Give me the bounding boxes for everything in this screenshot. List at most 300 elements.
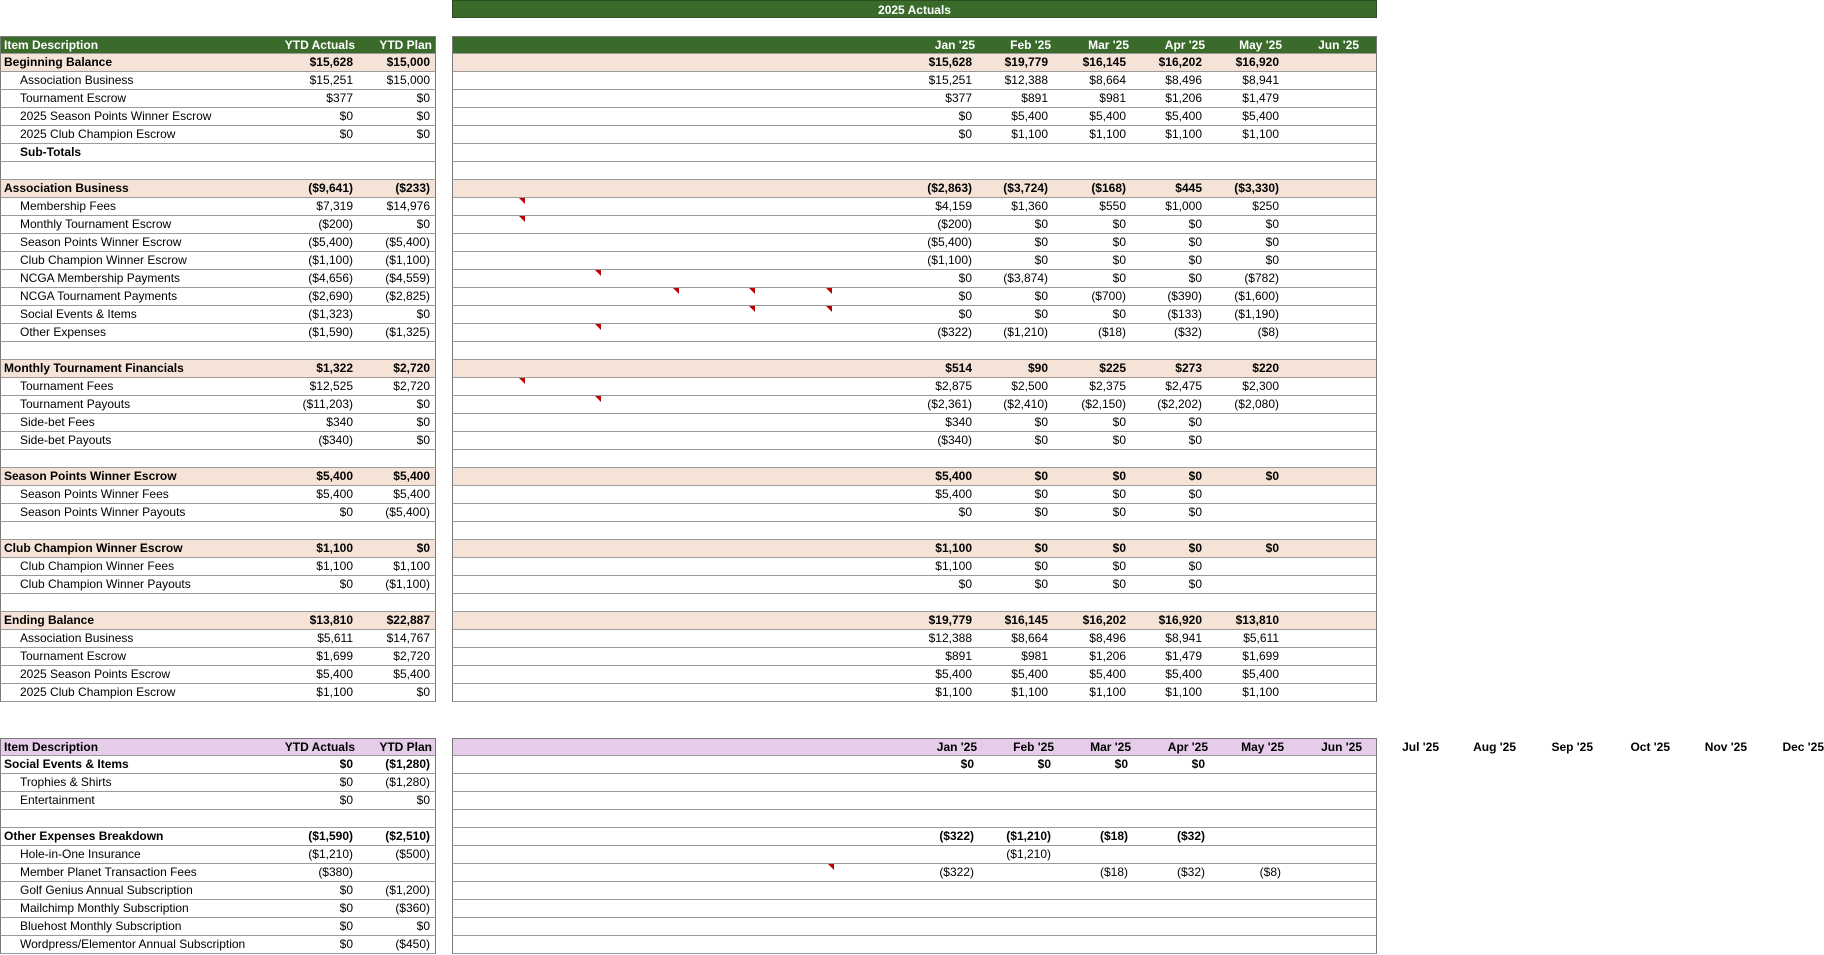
item-label: Club Champion Winner Fees	[20, 559, 175, 573]
table1-row-desc[interactable]	[0, 396, 436, 414]
month-value-2: $16,145	[1082, 55, 1126, 69]
table1-row-desc[interactable]	[0, 108, 436, 126]
header-ytd-actuals-label: YTD Actuals	[284, 38, 355, 52]
month-value-1: $0	[1034, 415, 1048, 429]
month-value-3: $16,920	[1158, 613, 1202, 627]
ytd-plan-value: ($1,100)	[385, 577, 430, 591]
month-value-1: $1,100	[1011, 685, 1048, 699]
ytd-actuals-value: ($5,400)	[308, 235, 353, 249]
month-value-3: ($133)	[1167, 307, 1202, 321]
ytd-plan-value: $0	[416, 217, 430, 231]
table1-row-months[interactable]	[452, 414, 1377, 432]
ytd-plan-value: $0	[416, 541, 430, 555]
month-value-0: ($2,863)	[927, 181, 972, 195]
table1-row-months[interactable]	[452, 522, 1377, 540]
ytd-plan-value: ($1,280)	[385, 757, 430, 771]
ytd-plan-value: $2,720	[393, 361, 430, 375]
table1-row-desc[interactable]	[0, 450, 436, 468]
ytd-actuals-value: $13,810	[309, 613, 353, 627]
table1-row-months[interactable]	[452, 648, 1377, 666]
ytd-plan-value: ($1,280)	[385, 775, 430, 789]
month-value-1: ($3,724)	[1003, 181, 1048, 195]
item-label: Monthly Tournament Escrow	[20, 217, 172, 231]
table1-row-months[interactable]	[452, 342, 1377, 360]
table1-row-desc[interactable]	[0, 630, 436, 648]
table1-row-months[interactable]	[452, 126, 1377, 144]
ytd-plan-value: $0	[416, 793, 430, 807]
month-value-2: $1,206	[1089, 649, 1126, 663]
table1-row-desc[interactable]	[0, 504, 436, 522]
month-header-5: Jun '25	[1321, 740, 1362, 754]
comment-marker[interactable]	[749, 288, 755, 294]
table1-row-months[interactable]	[452, 630, 1377, 648]
month-value-4: $0	[1265, 253, 1279, 267]
month-value-3: $0	[1188, 487, 1202, 501]
table1-row-months[interactable]	[452, 612, 1377, 630]
table1-row-desc[interactable]	[0, 540, 436, 558]
table2-row-desc[interactable]	[0, 900, 436, 918]
table1-row-months[interactable]	[452, 72, 1377, 90]
table2-row-months[interactable]	[452, 864, 1377, 882]
item-label: Side-bet Fees	[20, 415, 95, 429]
month-value-2: $225	[1099, 361, 1126, 375]
table2-row-desc[interactable]	[0, 738, 436, 756]
table1-row-months[interactable]	[452, 594, 1377, 612]
ytd-actuals-value: ($200)	[318, 217, 353, 231]
month-value-1: $2,500	[1011, 379, 1048, 393]
month-value-2: $0	[1112, 505, 1126, 519]
ytd-actuals-value: $0	[339, 937, 353, 951]
table1-row-desc[interactable]	[0, 162, 436, 180]
table1-row-months[interactable]	[452, 486, 1377, 504]
item-label: Side-bet Payouts	[20, 433, 112, 447]
ytd-plan-value: $0	[416, 415, 430, 429]
month-value-1: $5,400	[1011, 667, 1048, 681]
item-label: 2025 Season Points Winner Escrow	[20, 109, 212, 123]
month-value-2: $8,664	[1089, 73, 1126, 87]
month-value-3: ($390)	[1167, 289, 1202, 303]
month-value-2: $16,202	[1082, 613, 1126, 627]
table1-row-desc[interactable]	[0, 54, 436, 72]
month-value-4: $1,100	[1242, 127, 1279, 141]
month-value-0: ($1,100)	[927, 253, 972, 267]
table1-row-months[interactable]	[452, 378, 1377, 396]
month-value-0: ($322)	[937, 325, 972, 339]
ytd-plan-value: ($500)	[395, 847, 430, 861]
month-value-0: $0	[958, 577, 972, 591]
month-header-3: Apr '25	[1164, 38, 1205, 52]
month-value-4: $16,920	[1235, 55, 1279, 69]
ytd-plan-value: ($1,325)	[385, 325, 430, 339]
table1-row-months[interactable]	[452, 270, 1377, 288]
table2-row-desc[interactable]	[0, 792, 436, 810]
table1-row-months[interactable]	[452, 432, 1377, 450]
month-value-1: $0	[1034, 541, 1048, 555]
month-value-3: $445	[1175, 181, 1202, 195]
item-label: Tournament Payouts	[20, 397, 131, 411]
month-header-2: Mar '25	[1088, 38, 1129, 52]
ytd-plan-value: $1,100	[393, 559, 430, 573]
month-value-3: $0	[1188, 505, 1202, 519]
ytd-plan-value: $14,767	[386, 631, 430, 645]
month-header-8: Sep '25	[1551, 38, 1593, 52]
month-value-4: ($8)	[1259, 865, 1281, 879]
table1-row-months[interactable]	[452, 90, 1377, 108]
ytd-actuals-value: $5,400	[316, 487, 353, 501]
month-value-1: $0	[1034, 307, 1048, 321]
month-value-4: ($2,080)	[1234, 397, 1279, 411]
table1-row-desc[interactable]	[0, 144, 436, 162]
month-value-1: $12,388	[1004, 73, 1048, 87]
month-value-0: $1,100	[935, 685, 972, 699]
comment-marker[interactable]	[519, 378, 525, 384]
month-value-0: $12,388	[928, 631, 972, 645]
table2-row-months[interactable]	[452, 792, 1377, 810]
table2-row-months[interactable]	[452, 900, 1377, 918]
month-value-0: ($322)	[939, 829, 974, 843]
table1-row-months[interactable]	[452, 504, 1377, 522]
ytd-actuals-value: $15,628	[309, 55, 353, 69]
month-value-0: $15,628	[928, 55, 972, 69]
ytd-plan-value: $0	[416, 109, 430, 123]
month-value-2: $0	[1112, 577, 1126, 591]
month-value-4: $0	[1265, 235, 1279, 249]
ytd-plan-value: ($1,200)	[385, 883, 430, 897]
header-ytd-plan-label: YTD Plan	[379, 38, 432, 52]
table1-row-desc[interactable]	[0, 342, 436, 360]
ytd-actuals-value: ($1,323)	[308, 307, 353, 321]
month-value-3: $0	[1191, 757, 1205, 771]
month-value-1: $5,400	[1011, 109, 1048, 123]
month-header-2: Mar '25	[1090, 740, 1131, 754]
item-label: Tournament Escrow	[20, 91, 127, 105]
table1-row-months[interactable]	[452, 360, 1377, 378]
month-value-1: $1,360	[1011, 199, 1048, 213]
month-value-2: $0	[1112, 541, 1126, 555]
item-label: Trophies & Shirts	[20, 775, 112, 789]
month-value-0: $1,100	[935, 541, 972, 555]
table1-row-months[interactable]	[452, 144, 1377, 162]
table1-row-desc[interactable]	[0, 324, 436, 342]
month-value-0: ($340)	[937, 433, 972, 447]
table2-row-desc[interactable]	[0, 774, 436, 792]
table1-row-months[interactable]	[452, 450, 1377, 468]
table2-row-months[interactable]	[452, 738, 1824, 756]
month-value-1: $8,664	[1011, 631, 1048, 645]
month-value-2: $0	[1112, 235, 1126, 249]
comment-marker[interactable]	[595, 270, 601, 276]
table2-row-months[interactable]	[452, 756, 1377, 774]
month-value-1: ($2,410)	[1003, 397, 1048, 411]
table2-row-desc[interactable]	[0, 846, 436, 864]
month-value-1: $891	[1021, 91, 1048, 105]
table1-row-desc[interactable]	[0, 72, 436, 90]
table1-row-desc[interactable]	[0, 612, 436, 630]
ytd-plan-value: ($450)	[395, 937, 430, 951]
section-label: Monthly Tournament Financials	[4, 361, 184, 375]
table1-row-desc[interactable]	[0, 414, 436, 432]
ytd-plan-value: ($5,400)	[385, 505, 430, 519]
item-label: NCGA Tournament Payments	[20, 289, 178, 303]
item-label: Member Planet Transaction Fees	[20, 865, 197, 879]
table2-row-desc[interactable]	[0, 882, 436, 900]
month-value-0: $377	[945, 91, 972, 105]
ytd-actuals-value: ($4,656)	[308, 271, 353, 285]
ytd-actuals-value: ($1,100)	[308, 253, 353, 267]
table1-row-months[interactable]	[452, 108, 1377, 126]
month-value-0: $15,251	[928, 73, 972, 87]
ytd-actuals-value: $0	[339, 577, 353, 591]
table1-row-months[interactable]	[452, 54, 1377, 72]
month-value-2: ($168)	[1091, 181, 1126, 195]
month-value-1: ($1,210)	[1003, 325, 1048, 339]
month-value-2: $1,100	[1089, 685, 1126, 699]
comment-marker[interactable]	[749, 306, 755, 312]
ytd-plan-value: ($1,100)	[385, 253, 430, 267]
month-value-4: ($1,600)	[1234, 289, 1279, 303]
item-label: Tournament Escrow	[20, 649, 127, 663]
table1-row-desc[interactable]	[0, 198, 436, 216]
month-header-4: May '25	[1241, 740, 1284, 754]
ytd-actuals-value: $1,699	[316, 649, 353, 663]
month-value-3: $0	[1188, 271, 1202, 285]
table1-row-desc[interactable]	[0, 360, 436, 378]
table1-row-desc[interactable]	[0, 90, 436, 108]
comment-marker[interactable]	[828, 864, 834, 870]
table1-row-desc[interactable]	[0, 216, 436, 234]
ytd-plan-value: ($2,510)	[385, 829, 430, 843]
comment-marker[interactable]	[519, 198, 525, 204]
month-value-4: $1,479	[1242, 91, 1279, 105]
item-label: 2025 Club Champion Escrow	[20, 685, 176, 699]
item-label: 2025 Club Champion Escrow	[20, 127, 176, 141]
month-header-8: Sep '25	[1551, 740, 1593, 754]
year-banner: 2025 Actuals	[452, 0, 1377, 18]
month-value-2: $5,400	[1089, 667, 1126, 681]
month-value-4: $1,699	[1242, 649, 1279, 663]
month-value-4: ($1,190)	[1234, 307, 1279, 321]
item-label: NCGA Membership Payments	[20, 271, 181, 285]
item-label: Membership Fees	[20, 199, 117, 213]
comment-marker[interactable]	[595, 396, 601, 402]
month-value-0: $340	[945, 415, 972, 429]
ytd-plan-value: $15,000	[386, 73, 430, 87]
table2-row-desc[interactable]	[0, 756, 436, 774]
table1-row-months[interactable]	[452, 666, 1377, 684]
table1-row-desc[interactable]	[0, 594, 436, 612]
table1-row-months[interactable]	[452, 234, 1377, 252]
ytd-plan-value: ($4,559)	[385, 271, 430, 285]
table1-row-desc[interactable]	[0, 684, 436, 702]
ytd-actuals-value: ($380)	[318, 865, 353, 879]
ytd-actuals-value: ($2,690)	[308, 289, 353, 303]
table1-row-months[interactable]	[452, 396, 1377, 414]
month-value-0: $0	[958, 271, 972, 285]
table2-row-desc[interactable]	[0, 828, 436, 846]
table1-row-months[interactable]	[452, 576, 1377, 594]
month-value-0: $4,159	[935, 199, 972, 213]
table1-row-desc[interactable]	[0, 180, 436, 198]
ytd-plan-value: $5,400	[393, 667, 430, 681]
month-value-3: $0	[1188, 469, 1202, 483]
table1-row-desc[interactable]	[0, 36, 436, 54]
table1-row-months[interactable]	[452, 180, 1377, 198]
month-value-4: $220	[1252, 361, 1279, 375]
month-value-0: $19,779	[928, 613, 972, 627]
month-value-2: $981	[1099, 91, 1126, 105]
ytd-actuals-value: $15,251	[309, 73, 353, 87]
ytd-plan-value: $0	[416, 433, 430, 447]
table2-row-months[interactable]	[452, 774, 1377, 792]
ytd-plan-value: $0	[416, 919, 430, 933]
month-value-4: $0	[1265, 217, 1279, 231]
table1-row-months[interactable]	[452, 324, 1377, 342]
table2-row-months[interactable]	[452, 846, 1377, 864]
table1-row-desc[interactable]	[0, 576, 436, 594]
table2-row-desc[interactable]	[0, 936, 436, 954]
month-value-1: $0	[1034, 559, 1048, 573]
table1-row-months[interactable]	[452, 684, 1377, 702]
table2-row-months[interactable]	[452, 918, 1377, 936]
table1-row-desc[interactable]	[0, 270, 436, 288]
table1-row-desc[interactable]	[0, 306, 436, 324]
item-label: Tournament Fees	[20, 379, 114, 393]
comment-marker[interactable]	[826, 288, 832, 294]
month-value-3: $1,206	[1165, 91, 1202, 105]
table1-row-desc[interactable]	[0, 558, 436, 576]
table2-row-desc[interactable]	[0, 864, 436, 882]
ytd-plan-value: $0	[416, 685, 430, 699]
table1-row-months[interactable]	[452, 306, 1377, 324]
month-header-6: Jul '25	[1401, 38, 1438, 52]
table2-row-desc[interactable]	[0, 810, 436, 828]
month-value-1: $0	[1034, 253, 1048, 267]
month-header-9: Oct '25	[1630, 740, 1670, 754]
month-header-0: Jan '25	[934, 38, 975, 52]
table1-row-desc[interactable]	[0, 648, 436, 666]
month-value-0: $0	[958, 505, 972, 519]
ytd-actuals-value: $12,525	[309, 379, 353, 393]
header-desc-label: Item Description	[4, 740, 99, 754]
item-label: Club Champion Winner Escrow	[20, 253, 187, 267]
ytd-actuals-value: $1,100	[316, 541, 353, 555]
month-header-11: Dec '25	[1780, 38, 1822, 52]
table1-row-desc[interactable]	[0, 486, 436, 504]
table1-row-desc[interactable]	[0, 252, 436, 270]
comment-marker[interactable]	[673, 288, 679, 294]
month-value-2: $8,496	[1089, 631, 1126, 645]
comment-marker[interactable]	[595, 324, 601, 330]
table2-row-months[interactable]	[452, 828, 1377, 846]
table1-row-desc[interactable]	[0, 468, 436, 486]
ytd-plan-value: ($233)	[395, 181, 430, 195]
table1-row-months[interactable]	[452, 252, 1377, 270]
month-header-4: May '25	[1239, 38, 1282, 52]
ytd-actuals-value: $0	[339, 127, 353, 141]
month-value-1: $1,100	[1011, 127, 1048, 141]
ytd-plan-value: ($2,825)	[385, 289, 430, 303]
comment-marker[interactable]	[519, 216, 525, 222]
table2-row-months[interactable]	[452, 882, 1377, 900]
month-value-3: $0	[1188, 559, 1202, 573]
item-label: Sub-Totals	[20, 145, 82, 159]
month-value-2: ($700)	[1091, 289, 1126, 303]
month-value-1: $0	[1034, 505, 1048, 519]
month-value-0: $0	[958, 307, 972, 321]
month-header-11: Dec '25	[1782, 740, 1824, 754]
month-value-3: $1,100	[1165, 127, 1202, 141]
month-header-1: Feb '25	[1010, 38, 1051, 52]
table1-row-desc[interactable]	[0, 666, 436, 684]
item-label: Club Champion Winner Payouts	[20, 577, 191, 591]
ytd-actuals-value: $5,400	[316, 667, 353, 681]
ytd-plan-value: $0	[416, 91, 430, 105]
table1-row-months[interactable]	[452, 198, 1377, 216]
month-value-4: ($782)	[1244, 271, 1279, 285]
month-value-3: $273	[1175, 361, 1202, 375]
month-value-1: ($3,874)	[1003, 271, 1048, 285]
ytd-plan-value: $2,720	[393, 379, 430, 393]
month-value-2: $550	[1099, 199, 1126, 213]
ytd-plan-value: $0	[416, 127, 430, 141]
month-value-4: $5,611	[1243, 631, 1279, 645]
table1-row-months[interactable]	[452, 36, 1822, 54]
ytd-plan-value: ($5,400)	[385, 235, 430, 249]
table1-row-desc[interactable]	[0, 432, 436, 450]
ytd-actuals-value: $0	[339, 901, 353, 915]
table2-row-months[interactable]	[452, 810, 1377, 828]
month-value-1: $981	[1021, 649, 1048, 663]
table2-row-months[interactable]	[452, 936, 1377, 954]
item-label: Other Expenses Breakdown	[4, 829, 164, 843]
ytd-actuals-value: $0	[339, 757, 353, 771]
table1-row-desc[interactable]	[0, 234, 436, 252]
ytd-actuals-value: ($1,590)	[308, 325, 353, 339]
month-header-10: Nov '25	[1704, 740, 1747, 754]
month-value-2: $1,100	[1089, 127, 1126, 141]
comment-marker[interactable]	[826, 306, 832, 312]
table1-row-months[interactable]	[452, 216, 1377, 234]
month-value-3: $0	[1188, 217, 1202, 231]
month-value-0: $514	[945, 361, 972, 375]
section-label: Ending Balance	[4, 613, 95, 627]
table2-row-desc[interactable]	[0, 918, 436, 936]
table1-row-months[interactable]	[452, 558, 1377, 576]
table1-row-desc[interactable]	[0, 126, 436, 144]
month-value-1: $0	[1034, 289, 1048, 303]
table1-row-months[interactable]	[452, 540, 1377, 558]
month-value-3: ($32)	[1176, 829, 1205, 843]
month-value-3: $0	[1188, 577, 1202, 591]
table1-row-months[interactable]	[452, 468, 1377, 486]
month-value-0: $0	[958, 109, 972, 123]
ytd-actuals-value: $1,100	[316, 685, 353, 699]
table1-row-months[interactable]	[452, 162, 1377, 180]
item-label: Wordpress/Elementor Annual Subscription	[20, 937, 246, 951]
month-value-4: $2,300	[1242, 379, 1279, 393]
table1-row-desc[interactable]	[0, 522, 436, 540]
month-value-3: ($32)	[1173, 325, 1202, 339]
month-value-4: $8,941	[1242, 73, 1279, 87]
section-label: Season Points Winner Escrow	[4, 469, 177, 483]
table1-row-desc[interactable]	[0, 288, 436, 306]
table1-row-months[interactable]	[452, 288, 1377, 306]
month-value-0: ($5,400)	[927, 235, 972, 249]
ytd-plan-value: $15,000	[386, 55, 430, 69]
month-value-4: $0	[1265, 469, 1279, 483]
table1-row-desc[interactable]	[0, 378, 436, 396]
ytd-actuals-value: $5,400	[316, 469, 353, 483]
